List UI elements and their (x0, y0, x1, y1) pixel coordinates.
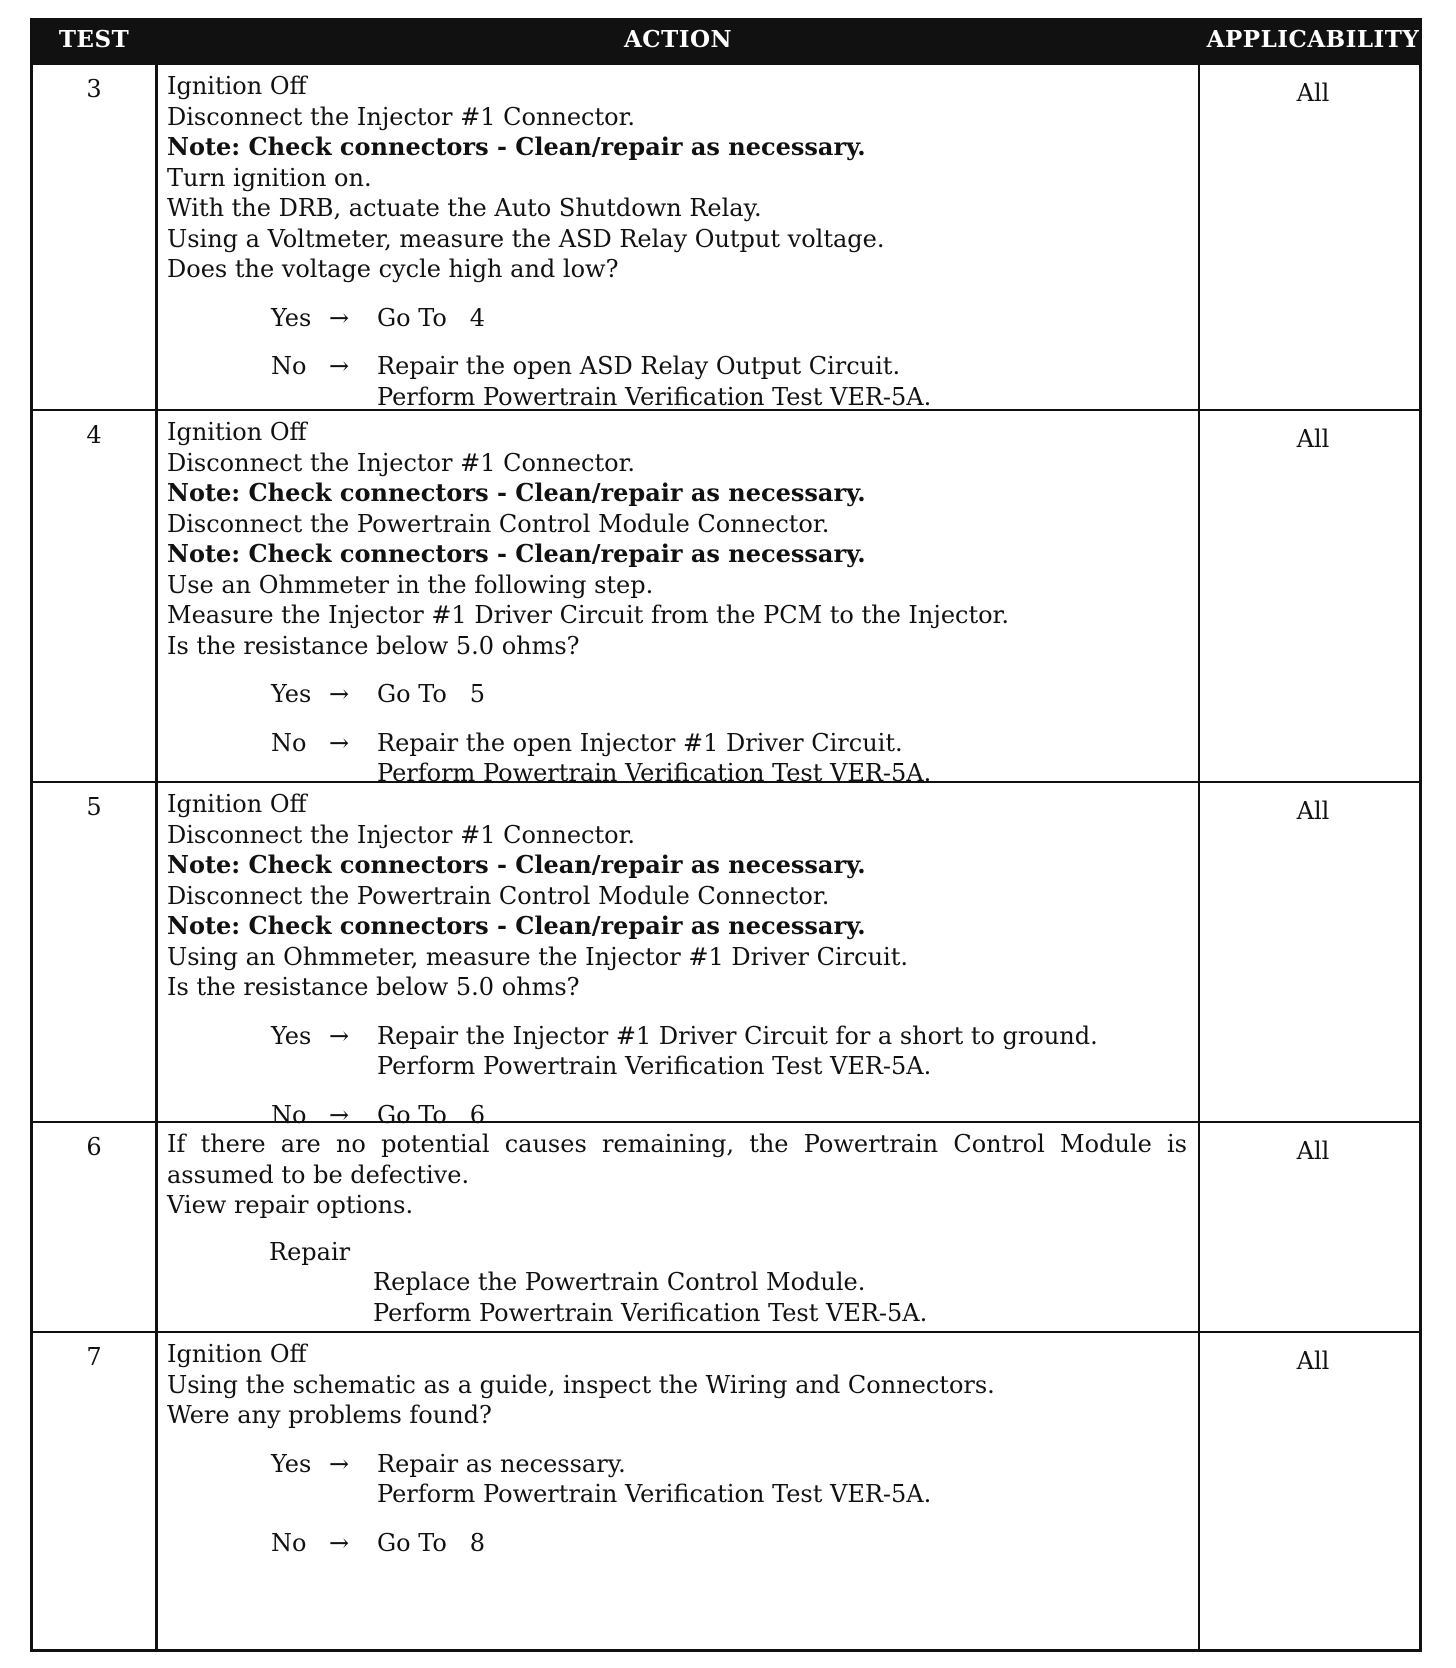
step-text: Using a Voltmeter, measure the ASD Relay Output voltage. (167, 224, 885, 253)
yes-label: Yes (271, 1021, 312, 1050)
branch-text: Perform Powertrain Verification Test VER-5A. (377, 1480, 932, 1508)
arrow-icon: → (329, 352, 350, 380)
question-text: Is the resistance below 5.0 ohms? (167, 973, 580, 1001)
no-branch (271, 728, 1187, 789)
applicability-cell: All (1296, 1137, 1330, 1165)
applicability-cell: All (1296, 425, 1330, 453)
step-text: Disconnect the Powertrain Control Module Connector. (167, 509, 830, 538)
question-text: Is the resistance below 5.0 ohms? (167, 631, 580, 660)
yes-label: Yes (271, 1449, 312, 1478)
table-row (33, 1331, 1419, 1649)
no-label: No (271, 352, 307, 380)
branch-text: Repair the open ASD Relay Output Circuit. (377, 352, 901, 380)
yes-branch (271, 303, 1187, 334)
arrow-icon: → (329, 680, 350, 708)
note-text: Note: Check connectors - Clean/repair as necessary. (167, 850, 866, 879)
branch-text: Go To 5 (377, 680, 485, 708)
note-text: Note: Check connectors - Clean/repair as necessary. (167, 539, 866, 568)
step-text: Disconnect the Injector #1 Connector. (167, 820, 636, 849)
table-row (33, 409, 1419, 787)
action-cell (167, 417, 1187, 789)
action-cell (167, 71, 1187, 412)
yes-label: Yes (271, 680, 312, 708)
question-text: Does the voltage cycle high and low? (167, 255, 619, 283)
header-test: TEST (58, 26, 130, 53)
note-text: Note: Check connectors - Clean/repair as necessary. (167, 478, 866, 507)
applicability-cell: All (1296, 797, 1330, 825)
branch-text: Repair the open Injector #1 Driver Circuit. (377, 728, 903, 757)
branch-text: Perform Powertrain Verification Test VER-5A. (377, 382, 932, 411)
action-cell (167, 1339, 1187, 1558)
test-number: 5 (86, 793, 102, 821)
yes-branch (271, 1449, 1187, 1510)
repair-text: Perform Powertrain Verification Test VER-5A. (373, 1298, 928, 1327)
note-text: Note: Check connectors - Clean/repair as necessary. (167, 132, 866, 161)
step-text: View repair options. (167, 1191, 414, 1219)
step-text: Using the schematic as a guide, inspect the Wiring and Connectors. (167, 1370, 995, 1399)
arrow-icon: → (329, 728, 350, 757)
header-applicability: APPLICABILITY (1206, 26, 1420, 53)
step-text: Disconnect the Injector #1 Connector. (167, 448, 636, 477)
arrow-icon: → (329, 1021, 350, 1050)
table-row (33, 781, 1419, 1129)
note-text: Note: Check connectors - Clean/repair as necessary. (167, 911, 866, 940)
step-text: Using an Ohmmeter, measure the Injector #1 Driver Circuit. (167, 942, 908, 971)
table-header (33, 21, 1419, 65)
no-branch (271, 1528, 1187, 1559)
step-text: Ignition Off (167, 418, 307, 446)
action-cell (167, 1129, 1187, 1328)
applicability-cell: All (1296, 79, 1330, 107)
test-number: 7 (86, 1343, 102, 1371)
arrow-icon: → (329, 1100, 350, 1129)
header-action: ACTION (623, 26, 733, 53)
applicability-cell: All (1296, 1347, 1330, 1375)
no-label: No (271, 1528, 307, 1557)
yes-branch (271, 679, 1187, 710)
step-text: Disconnect the Powertrain Control Module Connector. (167, 881, 830, 910)
question-text: Were any problems found? (167, 1401, 492, 1429)
step-text: Use an Ohmmeter in the following step. (167, 570, 654, 599)
step-text: Turn ignition on. (167, 163, 372, 192)
branch-text: Go To 8 (377, 1528, 485, 1557)
action-cell (167, 789, 1187, 1130)
no-label: No (271, 728, 307, 757)
branch-text: Perform Powertrain Verification Test VER-5A. (377, 759, 932, 787)
arrow-icon: → (329, 303, 350, 332)
step-text: Ignition Off (167, 790, 307, 818)
yes-branch (271, 1021, 1187, 1082)
repair-lines (373, 1267, 1187, 1328)
branch-text: Repair as necessary. (377, 1449, 626, 1478)
yes-label: Yes (271, 303, 312, 332)
intro-text: If there are no potential causes remaining, the Powertrain Control Module is assumed to be defective. (167, 1130, 1187, 1189)
step-text: Disconnect the Injector #1 Connector. (167, 102, 636, 131)
arrow-icon: → (329, 1449, 350, 1478)
branch-text: Perform Powertrain Verification Test VER-5A. (377, 1052, 932, 1080)
test-number: 6 (86, 1133, 102, 1161)
branch-text: Go To 4 (377, 303, 485, 332)
repair-text: Replace the Powertrain Control Module. (373, 1268, 866, 1296)
repair-label: Repair (269, 1237, 351, 1266)
table-row (33, 1121, 1419, 1331)
test-number: 4 (86, 421, 102, 449)
table-row (33, 65, 1419, 409)
branch-text: Go To 6 (377, 1100, 485, 1129)
step-text: With the DRB, actuate the Auto Shutdown Relay. (167, 194, 762, 222)
no-label: No (271, 1100, 307, 1129)
no-branch (271, 351, 1187, 412)
branch-text: Repair the Injector #1 Driver Circuit for a short to ground. (377, 1021, 1098, 1050)
step-text: Measure the Injector #1 Driver Circuit from the PCM to the Injector. (167, 601, 1010, 629)
arrow-icon: → (329, 1528, 350, 1557)
step-text: Ignition Off (167, 1340, 307, 1368)
step-text: Ignition Off (167, 72, 307, 100)
test-number: 3 (86, 75, 102, 103)
diagnostic-table (30, 18, 1422, 1652)
